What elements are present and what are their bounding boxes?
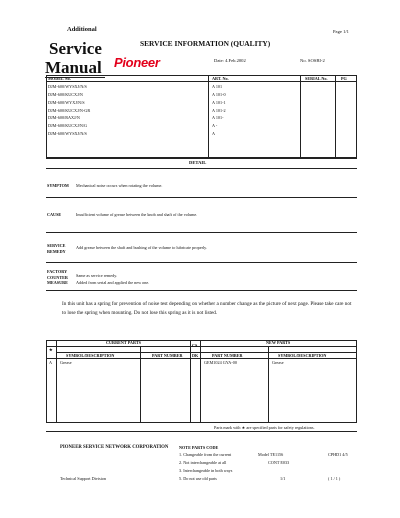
page-title: SERVICE INFORMATION (QUALITY) — [140, 39, 271, 48]
serial-col-header: SERIAL No. — [305, 76, 328, 81]
note-code-item: 1. Changeable from the current — [179, 452, 232, 457]
service-label: Service — [49, 39, 102, 58]
model-row-model: DJM-600/WYXJ/N/S — [48, 100, 85, 105]
model-col-header: MODEL No. — [48, 76, 71, 81]
additional-label: Additional — [67, 26, 97, 33]
current-symbol-header: SYMBOL/DESCRIPTION — [66, 353, 115, 358]
safety-parts-note: Parts mark with ★ are specified parts for safety regulations. — [214, 425, 315, 430]
symptom-label: SYMPTOM — [47, 183, 69, 188]
current-parts-heading: CURRENT PARTS — [106, 340, 141, 345]
footer-page-right: ( 1 / 1 ) — [328, 476, 341, 481]
star-col-header: ★ — [49, 347, 53, 352]
note-code-value: Model TE1156 — [258, 452, 284, 457]
cause-text: Insufficient volume of grease between the knob and shaft of the volume. — [76, 212, 198, 217]
current-pn-header: PART NUMBER — [152, 353, 183, 358]
model-row-art: A 101-1 — [212, 100, 226, 105]
pioneer-logo: Pioneer — [114, 55, 160, 70]
factory-text-2: Added from serial and applied the new one. — [76, 280, 150, 285]
factory-text-1: Same as service remedy. — [76, 273, 118, 278]
note-code-title: NOTE PARTS CODE — [179, 445, 219, 450]
model-row-model: DJM-600/KUCXJ/N-GR — [48, 108, 91, 113]
art-col-header: ART. No. — [212, 76, 229, 81]
model-row-art: A 101-2 — [212, 108, 226, 113]
new-symbol-header: SYMBOL/DESCRIPTION — [278, 353, 327, 358]
note-code-item: 5. Do not use old parts — [179, 476, 217, 481]
model-row-model: DJM-600/WYSXJ/N/S — [48, 84, 87, 89]
model-row-model: DJM-600/KUCXJ/N — [48, 92, 83, 97]
parts-row-new-pn: GEM1024 GYA-00 — [204, 360, 237, 365]
document-number: No. SOSBI-2 — [300, 58, 325, 63]
model-row-art: A 101 — [212, 84, 223, 89]
pg-col-header: PG — [341, 76, 347, 81]
model-row-art: A — [212, 131, 216, 136]
model-table — [46, 75, 357, 158]
note-code-item: 3. Interchangeable in both ways — [179, 468, 233, 473]
new-parts-heading: NEW PARTS — [266, 340, 291, 345]
remedy-label: SERVICE REMEDY — [47, 243, 66, 254]
detail-heading: DETAIL — [189, 160, 207, 165]
parts-row-new-desc: Grease — [272, 360, 284, 365]
issue-date: Date: 4.Feb.2002 — [214, 58, 246, 63]
symptom-text: Mechanical noise occurs when rotating the volume. — [76, 183, 163, 188]
new-pn-header: PART NUMBER — [212, 353, 243, 358]
factory-label: FACTORY COUNTER MEASURE — [47, 269, 68, 286]
model-row-model: DJM-600/KUCXJ/N/G — [48, 123, 88, 128]
model-row-art: A - — [212, 123, 218, 128]
model-row-model: DJM-600/WYSXJ/N/S — [48, 131, 87, 136]
note-code-value: CONT E033 — [268, 460, 290, 465]
model-row-art: A 101- — [212, 115, 224, 120]
technical-division: Technical Support Division — [60, 476, 106, 481]
footer-page: 1/1 — [280, 476, 286, 481]
note-code-item: 2. Not interchangeable at all — [179, 460, 227, 465]
network-name: PIONEER SERVICE NETWORK CORPORATION — [60, 445, 169, 450]
remedy-text: Add grease between the shaft and bushing of the volume to lubricate properly. — [76, 245, 208, 250]
page-number: Page 1/1 — [333, 29, 349, 34]
manual-label: Manual — [45, 58, 102, 77]
model-row-model: DJM-600/RAXJ/N — [48, 115, 80, 120]
model-row-art: A 101-0 — [212, 92, 226, 97]
parts-row-current-desc: Grease — [60, 360, 72, 365]
parts-row-mark: A — [49, 360, 53, 365]
note-paragraph: In this unit has a spring for prevention of noise test depending on whether a number change as the picture of next page. Please take care not to lose the spring when mounting. Do not lose this spring as it is not listed. — [62, 301, 352, 317]
dk-header: DK — [192, 353, 199, 358]
cs-header: CS — [192, 343, 198, 348]
cause-label: CAUSE — [47, 212, 62, 217]
note-code-right: CPHD1 4/5 — [328, 452, 348, 457]
